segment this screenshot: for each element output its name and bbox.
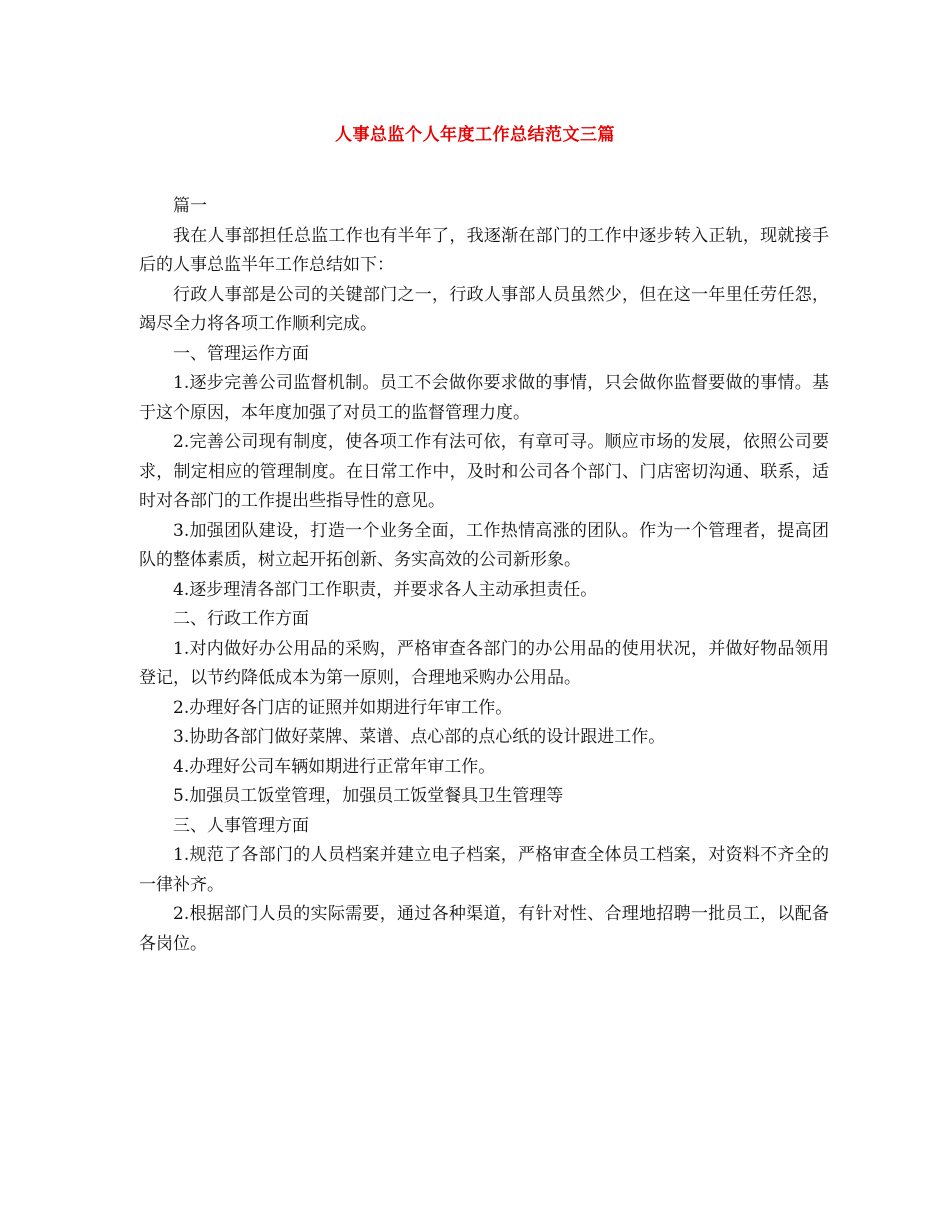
list-item: 2.根据部门人员的实际需要，通过各种渠道，有针对性、合理地招聘一批员工，以配备各岗位。 (139, 904, 829, 954)
paragraph: 行政人事部是公司的关键部门之一，行政人事部人员虽然少，但在这一年里任劳任怨，竭尽全力将各项工作顺利完成。 (139, 284, 829, 334)
list-item: 2.办理好各门店的证照并如期进行年审工作。 (173, 697, 513, 718)
paragraph: 我在人事部担任总监工作也有半年了，我逐渐在部门的工作中逐步转入正轨，现就接手后的人事总监半年工作总结如下： (139, 225, 829, 275)
list-item: 1.对内做好办公用品的采购，严格审查各部门的办公用品的使用状况，并做好物品领用登记，以节约降低成本为第一原则，合理地采购办公用品。 (139, 638, 829, 688)
list-item: 4.办理好公司车辆如期进行正常年审工作。 (173, 756, 496, 777)
list-item: 1.规范了各部门的人员档案并建立电子档案，严格审查全体员工档案，对资料不齐全的一律补齐。 (139, 845, 829, 895)
list-item: 5.加强员工饭堂管理，加强员工饭堂餐具卫生管理等 (173, 786, 564, 806)
section-heading: 二、行政工作方面 (173, 609, 309, 629)
list-item: 3.加强团队建设，打造一个业务全面，工作热情高涨的团队。作为一个管理者，提高团队的整体素质，树立起开拓创新、务实高效的公司新形象。 (139, 520, 829, 570)
document-title: 人事总监个人年度工作总结范文三篇 (335, 125, 615, 145)
section-heading: 三、人事管理方面 (173, 815, 309, 836)
list-item: 3.协助各部门做好菜牌、菜谱、点心部的点心纸的设计跟进工作。 (173, 727, 666, 747)
list-item: 2.完善公司现有制度，使各项工作有法可依，有章可寻。顺应市场的发展，依照公司要求，制定相应的管理制度。在日常工作中，及时和公司各个部门、门店密切沟通、联系，适时对各部门的工作提出些指导性的意见。 (139, 432, 829, 511)
document-body (139, 192, 829, 959)
section-heading: 篇一 (173, 196, 207, 216)
section-heading: 一、管理运作方面 (173, 343, 309, 364)
list-item: 1.逐步完善公司监督机制。员工不会做你要求做的事情，只会做你监督要做的事情。基于这个原因，本年度加强了对员工的监督管理力度。 (139, 373, 829, 423)
list-item: 4.逐步理清各部门工作职责，并要求各人主动承担责任。 (173, 579, 598, 600)
